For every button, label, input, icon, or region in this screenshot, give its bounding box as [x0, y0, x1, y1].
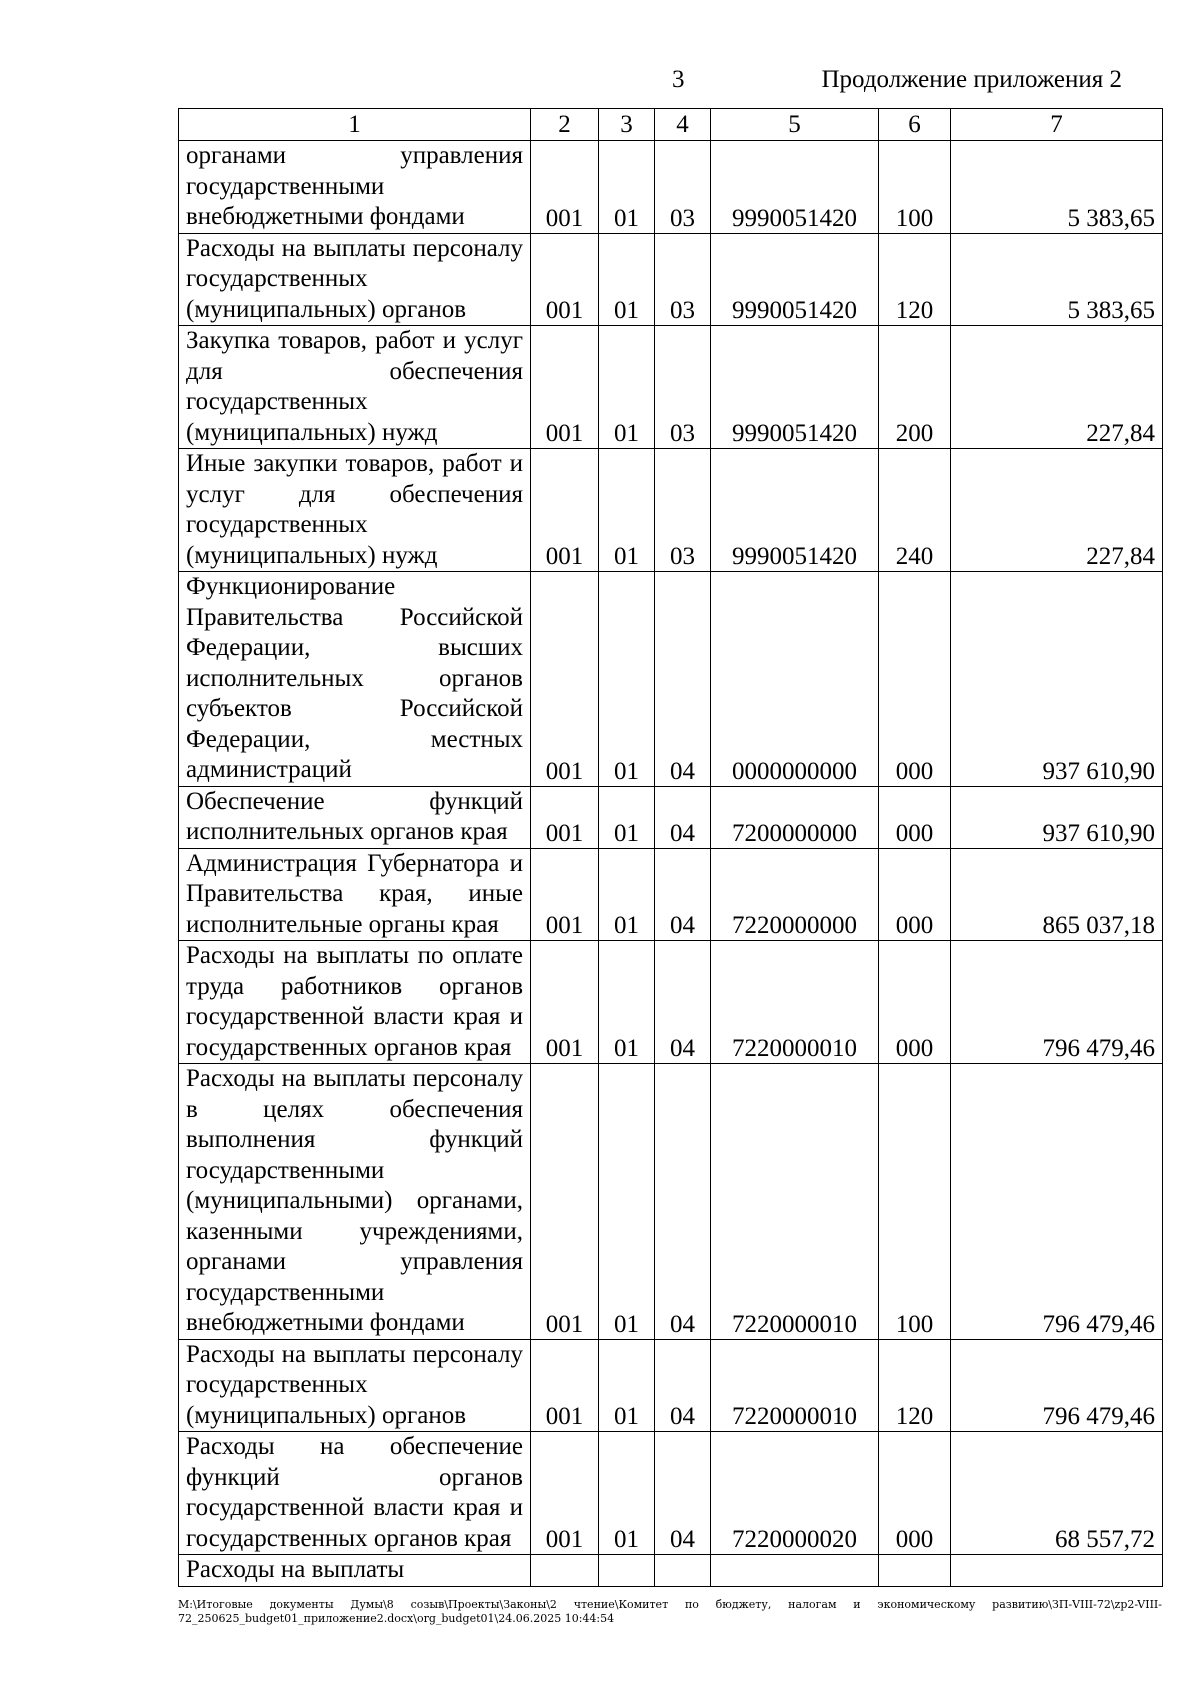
- expense-name: Закупка товаров, работ и услуг для обеспечения государственных (муниципальных) нужд: [179, 326, 531, 449]
- target-article-code: 7200000000: [711, 786, 879, 848]
- table-row: [179, 1555, 1163, 1587]
- expense-type-code: 100: [879, 141, 951, 234]
- section-code: 01: [599, 233, 655, 326]
- subsection-code: 03: [655, 233, 711, 326]
- amount: 68 557,72: [951, 1432, 1163, 1555]
- amount: 937 610,90: [951, 572, 1163, 787]
- ministry-code: [531, 1555, 599, 1587]
- expense-type-code: 200: [879, 326, 951, 449]
- section-code: 01: [599, 141, 655, 234]
- table-row: [179, 941, 1163, 1064]
- target-article-code: 9990051420: [711, 141, 879, 234]
- table-row: [179, 449, 1163, 572]
- expense-type-code: [879, 1555, 951, 1587]
- column-number-row: [179, 109, 1163, 141]
- expense-type-code: 000: [879, 1432, 951, 1555]
- section-code: 01: [599, 1432, 655, 1555]
- section-code: [599, 1555, 655, 1587]
- table-row: [179, 848, 1163, 941]
- amount: 796 479,46: [951, 1064, 1163, 1340]
- ministry-code: 001: [531, 449, 599, 572]
- expense-name: Расходы на выплаты персоналу государственных (муниципальных) органов: [179, 1339, 531, 1432]
- section-code: 01: [599, 848, 655, 941]
- section-code: 01: [599, 786, 655, 848]
- expense-type-code: 240: [879, 449, 951, 572]
- expense-name: органами управления государственными внебюджетными фондами: [179, 141, 531, 234]
- section-code: 01: [599, 326, 655, 449]
- amount: 5 383,65: [951, 141, 1163, 234]
- ministry-code: 001: [531, 141, 599, 234]
- expense-type-code: 000: [879, 941, 951, 1064]
- continuation-title: Продолжение приложения 2: [821, 66, 1122, 93]
- amount: 5 383,65: [951, 233, 1163, 326]
- target-article-code: 7220000010: [711, 1064, 879, 1340]
- target-article-code: 7220000020: [711, 1432, 879, 1555]
- expense-name: Администрация Губернатора и Правительства края, иные исполнительные органы края: [179, 848, 531, 941]
- column-header: 5: [711, 109, 879, 141]
- amount: 796 479,46: [951, 941, 1163, 1064]
- target-article-code: 7220000000: [711, 848, 879, 941]
- target-article-code: 7220000010: [711, 1339, 879, 1432]
- ministry-code: 001: [531, 1339, 599, 1432]
- amount: 796 479,46: [951, 1339, 1163, 1432]
- subsection-code: [655, 1555, 711, 1587]
- ministry-code: 001: [531, 572, 599, 787]
- amount: 865 037,18: [951, 848, 1163, 941]
- expense-type-code: 120: [879, 1339, 951, 1432]
- target-article-code: 9990051420: [711, 326, 879, 449]
- subsection-code: 04: [655, 572, 711, 787]
- subsection-code: 03: [655, 141, 711, 234]
- table-row: [179, 1339, 1163, 1432]
- subsection-code: 04: [655, 1339, 711, 1432]
- expense-name: Иные закупки товаров, работ и услуг для обеспечения государственных (муниципальных) нужд: [179, 449, 531, 572]
- expense-name: Расходы на обеспечение функций органов государственной власти края и государственных органов края: [179, 1432, 531, 1555]
- column-header: 6: [879, 109, 951, 141]
- target-article-code: 0000000000: [711, 572, 879, 787]
- target-article-code: 7220000010: [711, 941, 879, 1064]
- subsection-code: 04: [655, 1432, 711, 1555]
- column-header: 2: [531, 109, 599, 141]
- section-code: 01: [599, 941, 655, 1064]
- ministry-code: 001: [531, 848, 599, 941]
- expense-name: Функционирование Правительства Российской Федерации, высших исполнительных органов субъектов Российской Федерации, местных администраций: [179, 572, 531, 787]
- expense-type-code: 100: [879, 1064, 951, 1340]
- column-header: 4: [655, 109, 711, 141]
- ministry-code: 001: [531, 786, 599, 848]
- expense-name: Обеспечение функций исполнительных органов края: [179, 786, 531, 848]
- expense-type-code: 120: [879, 233, 951, 326]
- expense-name: Расходы на выплаты по оплате труда работников органов государственной власти края и государственных органов края: [179, 941, 531, 1064]
- column-header: 3: [599, 109, 655, 141]
- ministry-code: 001: [531, 1064, 599, 1340]
- subsection-code: 04: [655, 941, 711, 1064]
- expense-name: Расходы на выплаты: [179, 1555, 531, 1587]
- target-article-code: 9990051420: [711, 449, 879, 572]
- ministry-code: 001: [531, 941, 599, 1064]
- table-row: [179, 1432, 1163, 1555]
- subsection-code: 04: [655, 848, 711, 941]
- expense-name: Расходы на выплаты персоналу в целях обеспечения выполнения функций государственными (муниципальными) органами, казенными учреждениями, органами управления государственными внебюджетными фондами: [179, 1064, 531, 1340]
- column-header: 1: [179, 109, 531, 141]
- ministry-code: 001: [531, 1432, 599, 1555]
- subsection-code: 03: [655, 326, 711, 449]
- column-header: 7: [951, 109, 1163, 141]
- subsection-code: 04: [655, 1064, 711, 1340]
- section-code: 01: [599, 1339, 655, 1432]
- ministry-code: 001: [531, 233, 599, 326]
- subsection-code: 03: [655, 449, 711, 572]
- target-article-code: [711, 1555, 879, 1587]
- table-row: [179, 141, 1163, 234]
- expense-name: Расходы на выплаты персоналу государственных (муниципальных) органов: [179, 233, 531, 326]
- expense-type-code: 000: [879, 786, 951, 848]
- table-row: [179, 786, 1163, 848]
- expense-type-code: 000: [879, 848, 951, 941]
- file-path-footer: M:\Итоговые документы Думы\8 созыв\Проекты\Законы\2 чтение\Комитет по бюджету, налогам и экономическому развитию\ЗП-VIII-72\zp2-VIII-72_250625_budget01_приложение2.docx\org_budget01\24.06.2025 10:44:54: [178, 1598, 1162, 1625]
- target-article-code: 9990051420: [711, 233, 879, 326]
- ministry-code: 001: [531, 326, 599, 449]
- table-row: [179, 1064, 1163, 1340]
- table-row: [179, 233, 1163, 326]
- section-code: 01: [599, 1064, 655, 1340]
- amount: [951, 1555, 1163, 1587]
- expense-type-code: 000: [879, 572, 951, 787]
- amount: 227,84: [951, 326, 1163, 449]
- amount: 227,84: [951, 449, 1163, 572]
- page-number: 3: [672, 66, 685, 93]
- table-row: [179, 572, 1163, 787]
- section-code: 01: [599, 572, 655, 787]
- budget-table: [178, 108, 1163, 1587]
- subsection-code: 04: [655, 786, 711, 848]
- table-row: [179, 326, 1163, 449]
- section-code: 01: [599, 449, 655, 572]
- amount: 937 610,90: [951, 786, 1163, 848]
